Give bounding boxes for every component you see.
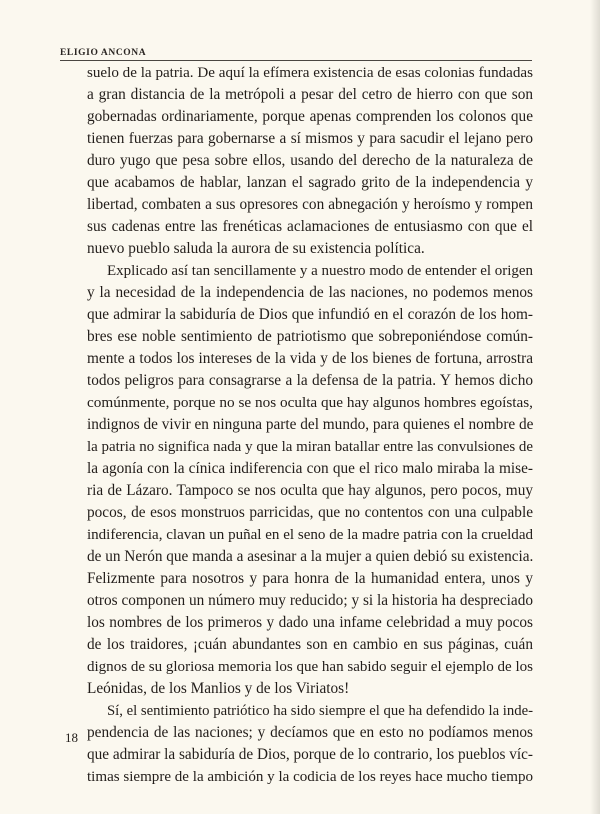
text-line: de los traidores, ¡cuán abundantes son en cambio en sus páginas, cuán [87, 636, 533, 653]
text-line: nuevo pueblo saluda la aurora de su existencia política. [87, 240, 425, 257]
text-line: duro yugo que pesa sobre ellos, usando del derecho de la naturaleza de [87, 152, 533, 169]
body-text [87, 62, 533, 788]
running-head: ELIGIO ANCONA [60, 48, 147, 58]
text-line: indiferencia, clavan un puñal en el seno de la madre patria con la crueldad [87, 527, 533, 543]
text-line: Explicado así tan sencillamente y a nuestro modo de entender el origen [107, 263, 534, 279]
text-line: que admirar la sabiduría de Dios, porque de lo contrario, los pueblos víc- [87, 746, 533, 763]
text-line: gobernadas ordinariamente, porque apenas comprenden los colonos que [87, 108, 533, 125]
text-line: comúnmente, porque no se nos oculta que hay algunos hombres egoístas, [87, 394, 533, 411]
text-line: tienen fuerzas para gobernarse a sí mismos y para sacudir el lejano pero [87, 130, 533, 147]
text-line: timas siempre de la ambición y la codicia de los reyes hace mucho tiempo [87, 769, 533, 785]
page-number: 18 [65, 730, 78, 745]
text-line: otros componen un número muy reducido; y si la historia ha despreciado [87, 592, 533, 609]
text-line: pocos, de esos monstruos parricidas, que no contentos con una culpable [87, 504, 533, 521]
text-line: Felizmente para nosotros y para honra de la humanidad entera, unos y [87, 570, 533, 587]
header-rule [60, 60, 532, 61]
text-line: bres ese noble sentimiento de patriotismo que sobreponiéndose común- [87, 328, 533, 345]
text-line: pendencia de las naciones; y decíamos que en esto no podíamos menos [87, 724, 533, 741]
text-line: sus cadenas entre las frenéticas aclamaciones de entusiasmo con que el [87, 218, 533, 235]
text-line: mente a todos los intereses de la vida y de los bienes de fortuna, arrostra [87, 350, 533, 367]
text-line: suelo de la patria. De aquí la efímera existencia de esas colonias fundadas [87, 65, 533, 81]
text-line: la patria no significa nada y que la miran batallar entre las convulsiones de [87, 439, 533, 455]
text-line: de un Nerón que manda a asesinar a la mujer a quien debió su existencia. [87, 548, 534, 565]
text-line: Leónidas, de los Manlios y de los Viriatos! [87, 680, 350, 697]
page-edge-shadow [590, 0, 600, 814]
text-line: libertad, combaten a sus opresores con abnegación y heroísmo y rompen [87, 196, 533, 213]
text-line: dignos de su gloriosa memoria los que han sabido seguir el ejemplo de los [87, 659, 533, 675]
text-line: y la necesidad de la independencia de las naciones, no podemos menos [87, 284, 533, 301]
text-line: todos peligros para consagrarse a la defensa de la patria. Y hemos dicho [87, 372, 533, 389]
text-line: los nombres de los primeros y dado una infame celebridad a muy pocos [87, 614, 533, 631]
text-line: indignos de vivir en ninguna parte del mundo, para quienes el nombre de [87, 416, 534, 433]
text-line: Sí, el sentimiento patriótico ha sido siempre el que ha defendido la inde- [107, 703, 533, 719]
text-line: que admirar la sabiduría de Dios que infundió en el corazón de los hom- [87, 306, 533, 323]
text-line: que acabamos de hablar, lanzan el sagrado grito de la independencia y [87, 174, 533, 191]
text-line: ria de Lázaro. Tampoco se nos oculta que hay algunos, pero pocos, muy [87, 482, 533, 499]
text-line: a gran distancia de la metrópoli a pesar del cetro de hierro con que son [87, 86, 533, 103]
text-line: la agonía con la cínica indiferencia con que el rico malo miraba la mise- [87, 460, 533, 477]
